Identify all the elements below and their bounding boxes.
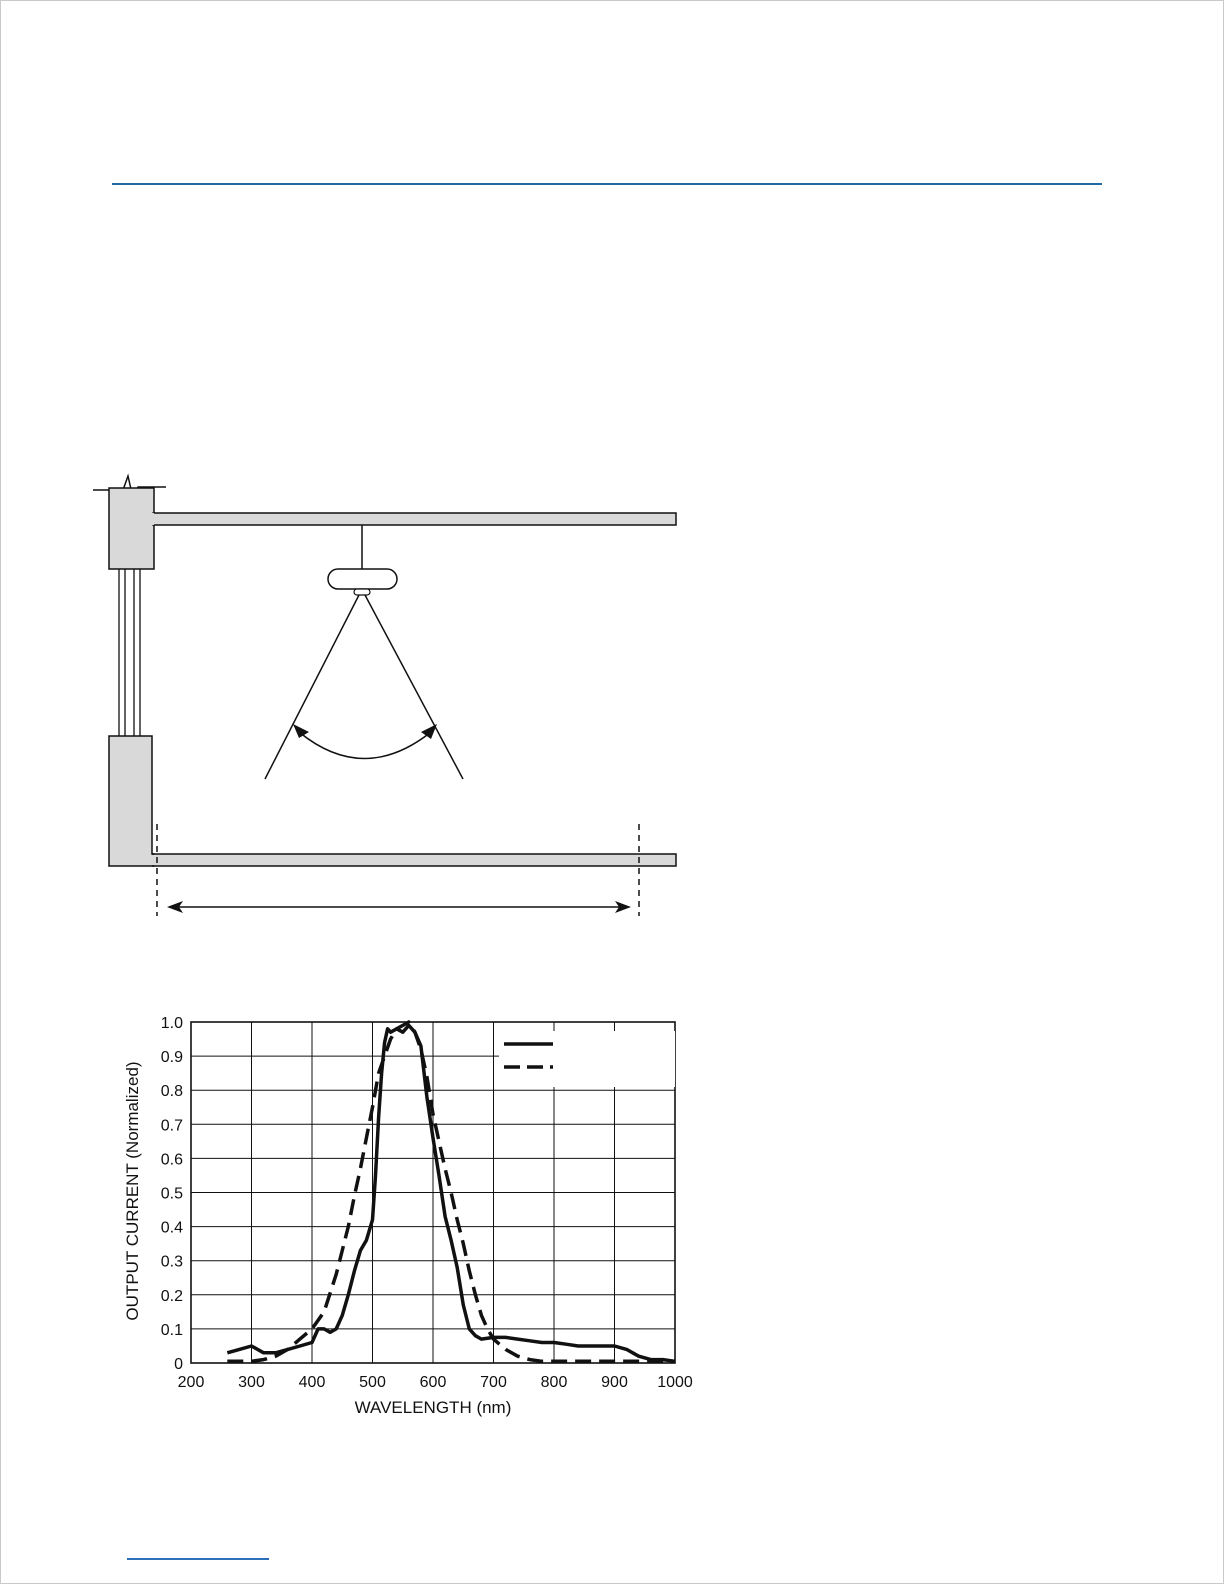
x-axis-label: WAVELENGTH (nm) — [354, 1398, 512, 1417]
y-tick-label: 0.1 — [160, 1321, 183, 1339]
angle-arrowhead-left — [293, 724, 309, 738]
y-tick-label: 0.6 — [160, 1151, 183, 1169]
x-tick-label: 700 — [480, 1374, 507, 1391]
y-tick-label: 0.2 — [160, 1287, 183, 1305]
window — [119, 569, 140, 736]
x-tick-labels — [178, 1374, 693, 1391]
ceiling-sensor-icon — [328, 525, 397, 595]
footer-link-underline[interactable] — [127, 1558, 269, 1560]
upper-wall — [109, 488, 154, 569]
x-tick-label: 800 — [540, 1374, 568, 1391]
y-tick-label: 0.3 — [160, 1253, 183, 1271]
cone-right-line — [365, 595, 463, 779]
x-tick-label: 200 — [177, 1374, 205, 1391]
y-axis-label: OUTPUT CURRENT (Normalized) — [123, 1061, 142, 1321]
y-tick-labels — [161, 1015, 183, 1373]
y-tick-label: 0 — [174, 1356, 183, 1373]
coverage-angle-arc — [299, 732, 431, 759]
cone-left-line — [265, 595, 359, 779]
y-tick-label: 0.4 — [160, 1219, 183, 1237]
coverage-diagram — [81, 461, 691, 931]
floor-slab — [153, 854, 676, 866]
y-tick-label: 0.8 — [160, 1083, 183, 1101]
y-tick-label: 0.5 — [160, 1185, 183, 1203]
header-rule — [112, 183, 1102, 185]
ceiling-slab — [153, 513, 676, 525]
x-tick-label: 400 — [298, 1374, 326, 1391]
y-tick-label: 0.7 — [160, 1117, 183, 1135]
lower-wall — [109, 736, 154, 866]
x-tick-label: 600 — [419, 1374, 447, 1391]
y-tick-label: 0.9 — [160, 1049, 183, 1067]
x-tick-label: 300 — [238, 1374, 265, 1391]
x-tick-label: 900 — [601, 1374, 628, 1391]
angle-arrowhead-right — [421, 724, 437, 739]
x-tick-label: 1000 — [657, 1374, 693, 1391]
legend-box — [499, 1031, 675, 1087]
spectral-response-chart — [111, 1006, 711, 1426]
x-tick-label: 500 — [359, 1374, 386, 1391]
y-tick-label: 1.0 — [160, 1015, 183, 1032]
